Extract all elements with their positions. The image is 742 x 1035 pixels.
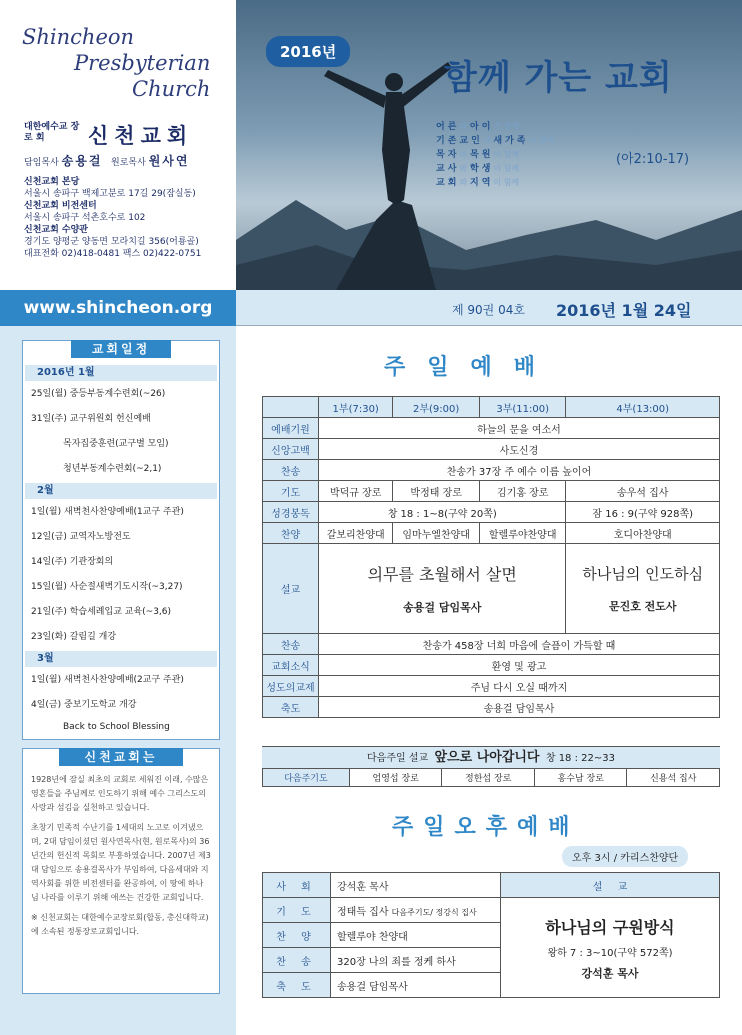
sermon-title: 하나님의 인도하심 — [582, 565, 704, 583]
table-row: 1부(7:30) 2부(9:00) 3부(11:00) 4부(13:00) — [263, 397, 720, 418]
schedule-item: 15일(월) 사순절새벽기도시작(~3,27) — [31, 582, 183, 592]
about-paragraph: 1928년에 잠실 최초의 교회로 세워진 이래, 수많은 영혼들을 주님께로 인도하기 위해 예수 그리스도의 사랑과 섬김을 실천하고 있습니다. — [31, 775, 209, 812]
table-row: 찬송 찬송가 37장 주 예수 이름 높이어 — [263, 460, 720, 481]
table-row: 성경봉독 창 18 : 1~8(구약 20쪽) 잠 16 : 9(구약 928쪽) — [263, 502, 720, 523]
afternoon-verse: 왕하 7 : 3~10(구약 572쪽) — [547, 947, 673, 959]
website-link[interactable]: www.shincheon.org — [0, 290, 236, 326]
address-main: 신천교회 본당 서울시 송파구 백제고분로 17길 29(잠실동) — [24, 177, 196, 199]
motto-row: 어른과 아이가 함께 — [436, 122, 520, 132]
table-row: 교회소식 환영 및 광고 — [263, 655, 720, 676]
schedule-item: 12일(금) 교역자노방전도 — [31, 532, 131, 542]
address-vision: 신천교회 비전센터 서울시 송파구 석촌호수로 102 — [24, 201, 146, 223]
table-row: 다음주기도 엄영섭 장로 정한섭 장로 홍수남 장로 신용석 집사 — [263, 769, 720, 787]
table-row: 성도의교제 주님 다시 오실 때까지 — [263, 676, 720, 697]
table-row: 찬양 갈보리찬양대 임마누엘찬양대 할렐루야찬양대 호디아찬양대 — [263, 523, 720, 544]
schedule-item: 목자집중훈련(교구별 모임) — [63, 439, 169, 449]
month-header: 3월 — [25, 651, 217, 667]
motto-row: 교회와 지역이 함께 — [436, 178, 520, 188]
church-info — [0, 0, 236, 290]
afternoon-table — [262, 872, 720, 998]
schedule-item: 25일(월) 중등부동계수련회(~26) — [31, 389, 166, 399]
sermon-title: 의무를 초월해서 살면 — [367, 565, 517, 584]
schedule-item: 14일(주) 기관장회의 — [31, 557, 114, 567]
table-row: 축도 송용걸 담임목사 — [263, 697, 720, 718]
schedule-item: 1일(월) 새벽천사찬양예배(1교구 주관) — [31, 507, 184, 517]
table-row: 찬 양 할렐루야 찬양대 — [263, 923, 720, 948]
schedule-title: 교회일정 — [71, 340, 171, 358]
motto-row: 기존교인과 새가족이 함께 — [436, 136, 555, 146]
afternoon-tag: 오후 3시 / 카리스찬양단 — [562, 846, 688, 867]
schedule-item: 4일(금) 중보기도학교 개강 — [31, 700, 137, 710]
phone: 대표전화 02)418-0481 팩스 02)422-0751 — [24, 249, 202, 259]
schedule-box — [22, 340, 220, 740]
about-paragraph: 초창기 민족적 수난기를 1세대의 노고로 이겨냈으며, 2대 담임이셨던 원사연목사(현, 원로목사)의 36년간의 헌신적 목회로 부흥하였습니다. 2007년 제3대 담임으로 송용걸목사가 부임하여, 다음세대와 지역사회를 위한 비전센터를 완공하여, 이 땅에 하나님 나라를 이루기 위해 애쓰는 건강한 교회입니다. — [31, 823, 211, 902]
next-week-box: 다음주일 설교 앞으로 나아갑니다 창 18 : 22~33 다음주기도 엄영섭 장로 정한섭 장로 홍수남 장로 신용석 집사 — [262, 746, 720, 787]
next-prayer-table — [262, 768, 720, 787]
issue-volume: 제 90권 04호 — [452, 303, 525, 317]
about-title: 신천교회는 — [59, 748, 183, 766]
banner — [236, 0, 742, 290]
schedule-item: 31일(주) 교구위원회 헌신예배 — [31, 414, 151, 424]
banner-verse: (아2:10-17) — [616, 152, 690, 167]
table-row: 기도 박덕규 장로 박정태 장로 김기홍 장로 송우석 집사 — [263, 481, 720, 502]
table-row: 신앙고백 사도신경 — [263, 439, 720, 460]
about-paragraph: ※ 신천교회는 대한예수교장로회(합동, 총신대학교)에 소속된 정통장로교회입니다. — [31, 913, 209, 936]
table-row: 기 도 정태득 집사 다음주기도/ 정강식 집사 하나님의 구원방식 왕하 7 : 3~10(구약 572쪽) 강석훈 목사 — [263, 898, 720, 923]
table-row: 찬 송 320장 나의 죄를 정케 하사 — [263, 948, 720, 973]
denomination: 대한예수교 장 로 회 — [24, 122, 80, 143]
church-name: 신천교회 — [88, 124, 194, 148]
banner-title: 함께 가는 교회 — [444, 58, 673, 98]
month-header: 2월 — [25, 483, 217, 499]
about-box — [22, 748, 220, 994]
worship-table — [262, 396, 720, 718]
afternoon-preacher: 강석훈 목사 — [581, 966, 639, 980]
table-row: 설교 의무를 초월해서 살면 송용걸 담임목사 하나님의 인도하심 문진호 전도사 — [263, 544, 720, 634]
table-row: 사 회 강석훈 목사 설 교 — [263, 873, 720, 898]
motto-row: 목자와 목원이 함께 — [436, 150, 520, 160]
motto-list — [436, 120, 554, 190]
worship-title: 주일예배 — [384, 355, 558, 380]
motto-row: 교사와 학생이 함께 — [436, 164, 520, 174]
table-row: 축 도 송용걸 담임목사 — [263, 973, 720, 998]
pastors: 담임목사 송용걸 원로목사 원사연 — [24, 154, 190, 168]
issue-bar — [236, 290, 742, 326]
afternoon-sermon: 하나님의 구원방식 — [545, 917, 675, 937]
preacher: 송용걸 담임목사 — [403, 601, 482, 614]
schedule-item: 청년부동계수련회(~2,1) — [63, 464, 162, 474]
preacher: 문진호 전도사 — [608, 600, 677, 613]
year-badge: 2016년 — [266, 36, 350, 67]
address-retreat: 신천교회 수양관 경기도 양평군 양동면 모라치길 356(어룡골) — [24, 225, 199, 247]
month-header: 2016년 1월 — [25, 365, 217, 381]
schedule-item: 21일(주) 학습세례입교 교육(~3,6) — [31, 607, 172, 617]
church-logo: Shincheon Presbyterian Church — [22, 25, 211, 101]
table-row: 예배기원 하늘의 문을 여소서 — [263, 418, 720, 439]
schedule-item: Back to School Blessing — [63, 722, 170, 732]
table-row: 찬송 찬송가 458장 너희 마음에 슬픔이 가득할 때 — [263, 634, 720, 655]
schedule-item: 1일(월) 새벽천사찬양예배(2교구 주관) — [31, 675, 184, 685]
afternoon-title: 주일오후예배 — [392, 815, 580, 840]
issue-date: 2016년 1월 24일 — [556, 301, 692, 320]
schedule-item: 23일(화) 갈림길 개강 — [31, 632, 117, 642]
